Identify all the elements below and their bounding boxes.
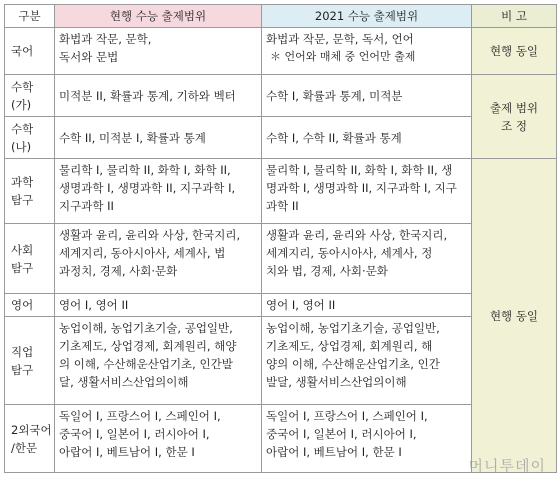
current-scope-cell (55, 405, 262, 473)
scope-2021-cell (262, 75, 472, 117)
scope-line: 의 이해, 수산해운산업기초, 인간발 (59, 357, 233, 371)
scope-line: 세계지리, 동아시아사, 세계사, 정 (266, 246, 433, 260)
current-scope-cell (55, 28, 262, 75)
subject-cell (5, 159, 55, 224)
scope-line: 과학 II (266, 199, 299, 213)
scope-line: 생명과학 I, 생명과학 II, 지구과학 I, (59, 181, 236, 195)
subject-label: 수학 (11, 79, 34, 94)
subject-cell (5, 224, 55, 294)
note-text: 조 정 (501, 118, 527, 133)
note-cell (472, 28, 557, 75)
subject-label: 국어 (11, 44, 34, 58)
subject-cell (5, 294, 55, 317)
note-text: 출제 범위 (489, 100, 539, 115)
subject-cell (5, 28, 55, 75)
scope-line: 수학 I, 확률과 통계, 미적분 (266, 88, 403, 103)
note-cell (472, 159, 557, 473)
scope-line: 독서와 문법 (59, 50, 119, 64)
scope-line: 중국어 I, 일본어 I, 러시아어 I, (59, 427, 210, 441)
header-current-scope: 현행 수능 출제범위 (55, 5, 262, 28)
current-scope-cell (55, 117, 262, 159)
subject-label: 과학 (11, 175, 34, 189)
scope-line: 생활과 윤리, 윤리와 사상, 한국지리, (59, 228, 241, 242)
scope-2021-cell (262, 117, 472, 159)
scope-2021-cell (262, 294, 472, 317)
scope-line: 발달, 생활서비스산업의이해 (266, 375, 407, 389)
scope-line: 과정치, 경제, 사회·문화 (59, 264, 178, 278)
scope-line: 아랍어 I, 베트남어 I, 한문 I (266, 445, 402, 459)
scope-line: 기초제도, 상업경제, 회계원리, 해양 (59, 339, 237, 353)
subject-label: 2외국어 (11, 422, 52, 437)
scope-line: 명과학 I, 생명과학 II, 지구과학 I, 지구 (266, 181, 457, 195)
subject-label: 사회 (11, 242, 34, 257)
subject-label: 수학 (11, 121, 34, 136)
scope-line: 아랍어 I, 베트남어 I, 한문 I (59, 445, 195, 459)
scope-line: 화법과 작문, 문학, (59, 32, 152, 46)
note-cell (472, 75, 557, 159)
scope-line: 영어 I, 영어 II (266, 298, 336, 312)
scope-2021-cell (262, 159, 472, 224)
subject-label: 영어 (11, 298, 34, 312)
scope-line: 화법과 작문, 문학, 독서, 언어 (266, 32, 414, 46)
scope-line: 수학 I, 수학 II, 확률과 통계 (266, 130, 402, 145)
scope-line: 치와 법, 경제, 사회·문화 (266, 264, 388, 278)
scope-line: 생활과 윤리, 윤리와 사상, 한국지리, (266, 228, 448, 242)
scope-line: 독일어 I, 프랑스어 I, 스페인어 I, (59, 409, 221, 423)
watermark-logo: 머니투데이 (468, 457, 546, 475)
current-scope-cell (55, 317, 262, 405)
header-subject: 구분 (5, 5, 55, 28)
header-2021-scope: 2021 수능 출제범위 (262, 5, 472, 28)
subject-label: (가) (11, 97, 32, 112)
current-scope-cell (55, 159, 262, 224)
scope-line: 물리학 I, 물리학 II, 화학 I, 화학 II, 생 (266, 163, 453, 177)
current-scope-cell (55, 75, 262, 117)
header-note: 비 고 (472, 5, 557, 28)
scope-line: ＊ 언어와 매체 중 언어만 출제 (270, 50, 416, 63)
note-text: 현행 동일 (489, 308, 539, 323)
scope-2021-cell (262, 28, 472, 75)
note-text: 현행 동일 (489, 44, 539, 58)
current-scope-cell (55, 294, 262, 317)
scope-line: 달, 생활서비스산업의이해 (59, 375, 189, 389)
current-scope-cell (55, 224, 262, 294)
subject-label: 탐구 (11, 193, 34, 207)
header-row (5, 5, 557, 28)
scope-line: 독일어 I, 프랑스어 I, 스페인어 I, (266, 409, 428, 423)
scope-line: 세계지리, 동아시아사, 세계사, 법 (59, 246, 226, 260)
scope-line: 농업이해, 농업기초기술, 공업일반, (266, 321, 440, 335)
subject-cell (5, 317, 55, 405)
scope-2021-cell (262, 224, 472, 294)
table-row (5, 75, 557, 117)
subject-label: 탐구 (11, 260, 34, 275)
subject-label: (나) (11, 139, 32, 154)
exam-scope-table (4, 4, 557, 473)
scope-line: 영어 I, 영어 II (59, 298, 129, 312)
scope-line: 물리학 I, 물리학 II, 화학 I, 화학 II, (59, 163, 231, 177)
subject-label: /한문 (11, 440, 38, 455)
scope-line: 농업이해, 농업기초기술, 공업일반, (59, 321, 233, 335)
scope-line: 중국어 I, 일본어 I, 러시아어 I, (266, 427, 417, 441)
table-row (5, 28, 557, 75)
subject-cell (5, 117, 55, 159)
scope-line: 양의 이해, 수산해운산업기초, 인간 (266, 357, 440, 371)
scope-2021-cell (262, 317, 472, 405)
scope-line: 기초제도, 상업경제, 회계원리, 해 (266, 339, 433, 353)
scope-2021-cell (262, 405, 472, 473)
scope-line: 미적분 II, 확률과 통계, 기하와 벡터 (59, 88, 236, 103)
scope-line: 수학 II, 미적분 I, 확률과 통계 (59, 130, 206, 145)
subject-cell (5, 405, 55, 473)
scope-line: 지구과학 II (59, 199, 114, 213)
subject-label: 직업 (11, 344, 34, 359)
subject-label: 탐구 (11, 362, 34, 377)
table-row (5, 159, 557, 224)
subject-cell (5, 75, 55, 117)
